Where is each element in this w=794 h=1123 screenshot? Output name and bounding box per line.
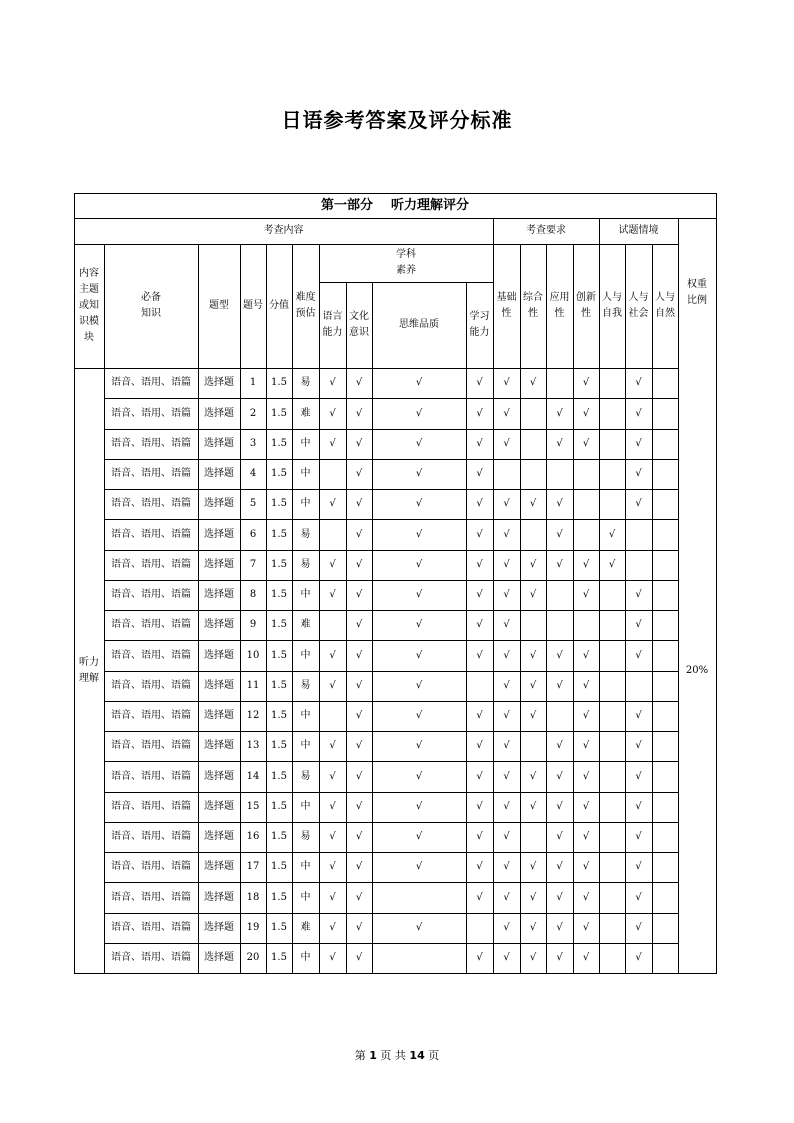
- row-knowledge: 语音、语用、语篇: [111, 801, 191, 812]
- row-question-type: 选择题: [204, 589, 234, 600]
- check-mark: √: [355, 801, 363, 812]
- check-mark: √: [355, 619, 363, 630]
- check-mark: √: [503, 559, 510, 570]
- row-score: 1.5: [271, 831, 287, 842]
- check-mark: √: [503, 528, 510, 540]
- check-mark: √: [582, 922, 590, 933]
- check-mark: √: [476, 468, 483, 479]
- row-question-type: 选择题: [204, 891, 234, 903]
- check-mark: √: [329, 831, 336, 842]
- check-mark: √: [503, 438, 510, 449]
- check-mark: √: [582, 438, 590, 449]
- check-mark: √: [476, 801, 483, 812]
- check-mark: √: [355, 468, 363, 479]
- check-mark: √: [582, 559, 590, 570]
- check-mark: √: [582, 740, 590, 751]
- check-mark: √: [415, 589, 423, 600]
- check-mark: √: [635, 861, 642, 872]
- row-question-number: 18: [246, 891, 260, 903]
- row-difficulty: 易: [300, 528, 311, 540]
- check-mark: √: [503, 710, 510, 721]
- row-score: 1.5: [271, 680, 287, 691]
- check-mark: √: [476, 770, 483, 782]
- check-mark: √: [355, 589, 363, 600]
- check-mark: √: [415, 438, 423, 449]
- check-mark: √: [355, 438, 363, 449]
- check-mark: √: [415, 922, 423, 933]
- row-question-number: 2: [249, 407, 257, 419]
- header-requirements-group: 考查要求: [526, 225, 566, 236]
- check-mark: √: [415, 740, 423, 751]
- check-mark: √: [503, 801, 510, 812]
- check-mark: √: [329, 891, 336, 903]
- row-question-number: 17: [246, 861, 260, 872]
- check-mark: √: [476, 952, 483, 963]
- check-mark: √: [329, 498, 336, 509]
- row-difficulty: 中: [300, 861, 311, 872]
- header-thinking-quality: 思维品质: [399, 319, 439, 330]
- row-question-type: 选择题: [204, 861, 234, 872]
- row-knowledge: 语音、语用、语篇: [111, 589, 191, 600]
- header-learning-ability: 学习 能力: [469, 311, 490, 338]
- check-mark: √: [529, 801, 537, 812]
- row-knowledge: 语音、语用、语篇: [111, 619, 191, 630]
- check-mark: √: [503, 680, 510, 691]
- check-mark: √: [582, 710, 590, 721]
- row-knowledge: 语音、语用、语篇: [111, 680, 191, 691]
- check-mark: √: [582, 407, 590, 419]
- row-difficulty: 中: [300, 740, 311, 751]
- document-title: 日语参考答案及评分标准: [281, 108, 513, 132]
- header-difficulty: 难度 预估: [295, 292, 316, 319]
- footer-suffix: 页: [424, 1049, 440, 1062]
- check-mark: √: [582, 649, 590, 661]
- row-score: 1.5: [271, 468, 287, 479]
- check-mark: √: [635, 770, 642, 782]
- check-mark: √: [556, 952, 563, 963]
- check-mark: √: [635, 498, 642, 509]
- row-knowledge: 语音、语用、语篇: [111, 861, 191, 872]
- header-question-number: 题号: [243, 300, 263, 311]
- check-mark: √: [582, 861, 590, 872]
- row-question-number: 13: [246, 740, 260, 751]
- check-mark: √: [503, 861, 510, 872]
- check-mark: √: [556, 680, 563, 691]
- check-mark: √: [503, 740, 510, 751]
- check-mark: √: [415, 801, 423, 812]
- row-difficulty: 难: [300, 407, 311, 419]
- check-mark: √: [329, 589, 336, 600]
- check-mark: √: [635, 468, 642, 479]
- row-question-type: 选择题: [204, 438, 234, 449]
- check-mark: √: [415, 559, 423, 570]
- check-mark: √: [529, 559, 537, 570]
- check-mark: √: [355, 498, 363, 509]
- row-difficulty: 中: [300, 468, 311, 479]
- row-difficulty: 易: [300, 831, 311, 842]
- check-mark: √: [355, 891, 363, 903]
- header-innovation: 创新 性: [576, 292, 596, 319]
- row-score: 1.5: [271, 377, 287, 388]
- check-mark: √: [415, 468, 423, 479]
- header-language-ability: 语言 能力: [322, 311, 343, 338]
- check-mark: √: [529, 589, 537, 600]
- check-mark: √: [503, 922, 510, 933]
- check-mark: √: [635, 407, 642, 419]
- check-mark: √: [635, 589, 642, 600]
- check-mark: √: [635, 438, 642, 449]
- check-mark: √: [415, 861, 423, 872]
- row-score: 1.5: [271, 770, 287, 782]
- row-question-number: 20: [246, 952, 260, 963]
- check-mark: √: [476, 377, 483, 388]
- check-mark: √: [476, 861, 483, 872]
- check-mark: √: [503, 649, 510, 661]
- check-mark: √: [355, 528, 363, 540]
- row-question-number: 4: [249, 468, 257, 479]
- check-mark: √: [529, 649, 537, 661]
- check-mark: √: [582, 770, 590, 782]
- row-knowledge: 语音、语用、语篇: [111, 740, 191, 751]
- row-question-type: 选择题: [204, 619, 234, 630]
- check-mark: √: [415, 770, 423, 782]
- footer-page-number: 1: [369, 1049, 377, 1062]
- check-mark: √: [415, 680, 423, 691]
- check-mark: √: [476, 498, 483, 509]
- row-question-type: 选择题: [204, 710, 234, 721]
- row-question-type: 选择题: [204, 680, 234, 691]
- row-question-type: 选择题: [204, 649, 234, 661]
- check-mark: √: [476, 710, 483, 721]
- check-mark: √: [329, 740, 336, 751]
- check-mark: √: [529, 710, 537, 721]
- row-question-number: 11: [246, 680, 260, 691]
- header-comprehensive: 综合 性: [523, 292, 543, 319]
- check-mark: √: [529, 377, 537, 388]
- check-mark: √: [476, 407, 483, 419]
- check-mark: √: [355, 377, 363, 388]
- row-difficulty: 易: [300, 377, 311, 388]
- check-mark: √: [329, 922, 336, 933]
- check-mark: √: [556, 740, 563, 751]
- row-score: 1.5: [271, 498, 287, 509]
- row-score: 1.5: [271, 619, 287, 630]
- row-knowledge: 语音、语用、语篇: [111, 498, 191, 509]
- header-person-nature: 人与 自然: [655, 292, 675, 319]
- row-difficulty: 中: [300, 498, 311, 509]
- check-mark: √: [582, 589, 590, 600]
- check-mark: √: [556, 407, 563, 419]
- check-mark: √: [529, 952, 537, 963]
- check-mark: √: [582, 801, 590, 812]
- check-mark: √: [635, 710, 642, 721]
- row-question-type: 选择题: [204, 468, 234, 479]
- check-mark: √: [556, 528, 563, 540]
- check-mark: √: [415, 498, 423, 509]
- footer-middle: 页 共: [376, 1049, 410, 1062]
- row-question-number: 9: [249, 619, 257, 630]
- row-question-number: 8: [249, 589, 257, 600]
- check-mark: √: [582, 680, 590, 691]
- row-knowledge: 语音、语用、语篇: [111, 377, 191, 388]
- check-mark: √: [635, 922, 642, 933]
- row-question-type: 选择题: [204, 952, 234, 963]
- check-mark: √: [415, 649, 423, 661]
- check-mark: √: [635, 377, 642, 388]
- check-mark: √: [582, 377, 590, 388]
- scoring-table: [74, 193, 716, 973]
- row-knowledge: 语音、语用、语篇: [111, 922, 191, 933]
- row-score: 1.5: [271, 589, 287, 600]
- row-knowledge: 语音、语用、语篇: [111, 559, 191, 570]
- row-question-number: 19: [246, 922, 260, 933]
- check-mark: √: [476, 831, 483, 842]
- row-knowledge: 语音、语用、语篇: [111, 407, 191, 419]
- border-right: [716, 193, 717, 974]
- row-knowledge: 语音、语用、语篇: [111, 438, 191, 449]
- check-mark: √: [556, 861, 563, 872]
- check-mark: √: [329, 649, 336, 661]
- row-knowledge: 语音、语用、语篇: [111, 528, 191, 540]
- page-footer: [0, 1047, 794, 1063]
- check-mark: √: [355, 710, 363, 721]
- check-mark: √: [329, 770, 336, 782]
- row-score: 1.5: [271, 801, 287, 812]
- check-mark: √: [476, 528, 483, 540]
- row-question-type: 选择题: [204, 407, 234, 419]
- check-mark: √: [355, 649, 363, 661]
- check-mark: √: [415, 377, 423, 388]
- row-score: 1.5: [271, 559, 287, 570]
- check-mark: √: [529, 680, 537, 691]
- row-difficulty: 易: [300, 680, 311, 691]
- row-score: 1.5: [271, 922, 287, 933]
- check-mark: √: [476, 891, 483, 903]
- row-score: 1.5: [271, 710, 287, 721]
- check-mark: √: [415, 528, 423, 540]
- check-mark: √: [503, 770, 510, 782]
- check-mark: √: [355, 559, 363, 570]
- check-mark: √: [556, 831, 563, 842]
- footer-prefix: 第: [354, 1049, 370, 1062]
- row-knowledge: 语音、语用、语篇: [111, 831, 191, 842]
- check-mark: √: [415, 407, 423, 419]
- check-mark: √: [476, 619, 483, 630]
- row-question-number: 16: [246, 831, 260, 842]
- check-mark: √: [608, 559, 616, 570]
- row-difficulty: 中: [300, 589, 311, 600]
- row-question-type: 选择题: [204, 740, 234, 751]
- row-question-number: 3: [249, 438, 257, 449]
- row-difficulty: 中: [300, 438, 311, 449]
- check-mark: √: [329, 861, 336, 872]
- check-mark: √: [556, 891, 563, 903]
- check-mark: √: [503, 831, 510, 842]
- row-score: 1.5: [271, 528, 287, 540]
- section-heading: 第一部分 听力理解评分: [320, 197, 470, 213]
- header-module: 内容 主题 或知 识模 块: [79, 268, 99, 343]
- row-question-type: 选择题: [204, 801, 234, 812]
- footer-page-total: 14: [409, 1049, 425, 1062]
- check-mark: √: [556, 770, 563, 782]
- header-question-type: 题型: [209, 300, 229, 311]
- check-mark: √: [556, 649, 563, 661]
- row-question-number: 7: [249, 559, 257, 570]
- check-mark: √: [355, 680, 363, 691]
- check-mark: √: [635, 801, 642, 812]
- row-question-number: 14: [246, 770, 260, 782]
- row-difficulty: 中: [300, 952, 311, 963]
- row-knowledge: 语音、语用、语篇: [111, 770, 191, 782]
- header-literacy: 学科 素养: [396, 249, 416, 276]
- header-weight: 权重 比例: [687, 279, 707, 306]
- row-difficulty: 难: [300, 922, 311, 933]
- row-question-type: 选择题: [204, 922, 234, 933]
- check-mark: √: [529, 891, 537, 903]
- check-mark: √: [355, 831, 363, 842]
- check-mark: √: [556, 559, 563, 570]
- check-mark: √: [503, 498, 510, 509]
- check-mark: √: [476, 559, 483, 570]
- row-question-type: 选择题: [204, 559, 234, 570]
- row-difficulty: 中: [300, 891, 311, 903]
- check-mark: √: [556, 498, 563, 509]
- row-score: 1.5: [271, 891, 287, 903]
- check-mark: √: [415, 831, 423, 842]
- check-mark: √: [556, 922, 563, 933]
- check-mark: √: [503, 407, 510, 419]
- row-difficulty: 易: [300, 559, 311, 570]
- check-mark: √: [556, 801, 563, 812]
- row-question-type: 选择题: [204, 528, 234, 540]
- check-mark: √: [503, 619, 510, 630]
- check-mark: √: [355, 952, 363, 963]
- check-mark: √: [635, 952, 642, 963]
- check-mark: √: [476, 649, 483, 661]
- check-mark: √: [355, 922, 363, 933]
- check-mark: √: [476, 740, 483, 751]
- check-mark: √: [355, 740, 363, 751]
- check-mark: √: [415, 710, 423, 721]
- header-cultural-awareness: 文化 意识: [349, 311, 369, 338]
- header-basic: 基础 性: [496, 292, 517, 319]
- check-mark: √: [355, 407, 363, 419]
- row-question-type: 选择题: [204, 831, 234, 842]
- check-mark: √: [355, 770, 363, 782]
- check-mark: √: [529, 861, 537, 872]
- row-difficulty: 易: [300, 770, 311, 782]
- row-question-number: 15: [246, 801, 260, 812]
- row-knowledge: 语音、语用、语篇: [111, 649, 191, 661]
- check-mark: √: [635, 740, 642, 751]
- check-mark: √: [476, 589, 483, 600]
- header-person-society: 人与 社会: [628, 292, 649, 319]
- border-bottom: [74, 973, 717, 974]
- check-mark: √: [503, 891, 510, 903]
- row-score: 1.5: [271, 861, 287, 872]
- check-mark: √: [582, 952, 590, 963]
- row-score: 1.5: [271, 649, 287, 661]
- row-difficulty: 难: [300, 619, 311, 630]
- row-question-number: 12: [246, 710, 260, 721]
- row-score: 1.5: [271, 952, 287, 963]
- row-difficulty: 中: [300, 801, 311, 812]
- weight-value: 20%: [685, 664, 709, 676]
- row-knowledge: 语音、语用、语篇: [111, 952, 191, 963]
- header-person-self: 人与 自我: [602, 292, 622, 319]
- header-knowledge: 必备 知识: [141, 292, 161, 319]
- row-knowledge: 语音、语用、语篇: [111, 891, 191, 903]
- check-mark: √: [329, 407, 336, 419]
- check-mark: √: [556, 438, 563, 449]
- row-difficulty: 中: [300, 710, 311, 721]
- row-question-number: 1: [249, 377, 257, 388]
- row-score: 1.5: [271, 407, 287, 419]
- row-question-number: 5: [249, 498, 257, 509]
- row-knowledge: 语音、语用、语篇: [111, 710, 191, 721]
- check-mark: √: [329, 377, 336, 388]
- module-name: 听力 理解: [79, 656, 99, 684]
- row-question-number: 6: [249, 528, 257, 540]
- check-mark: √: [529, 922, 537, 933]
- row-question-type: 选择题: [204, 770, 234, 782]
- check-mark: √: [635, 831, 642, 842]
- check-mark: √: [329, 801, 336, 812]
- check-mark: √: [415, 619, 423, 630]
- check-mark: √: [329, 952, 336, 963]
- header-application: 应用 性: [549, 292, 570, 319]
- check-mark: √: [329, 559, 336, 570]
- check-mark: √: [635, 649, 642, 661]
- row-question-type: 选择题: [204, 498, 234, 509]
- check-mark: √: [503, 952, 510, 963]
- row-score: 1.5: [271, 438, 287, 449]
- header-situation-group: 试题情境: [618, 225, 659, 236]
- check-mark: √: [503, 377, 510, 388]
- check-mark: √: [529, 770, 537, 782]
- check-mark: √: [635, 619, 642, 630]
- row-question-type: 选择题: [204, 377, 234, 388]
- check-mark: √: [476, 438, 483, 449]
- check-mark: √: [635, 891, 642, 903]
- check-mark: √: [529, 498, 537, 509]
- check-mark: √: [355, 861, 363, 872]
- header-content-group: 考查内容: [263, 225, 304, 236]
- row-score: 1.5: [271, 740, 287, 751]
- row-difficulty: 中: [300, 649, 311, 661]
- header-score: 分值: [269, 300, 289, 311]
- check-mark: √: [329, 438, 336, 449]
- row-knowledge: 语音、语用、语篇: [111, 468, 191, 479]
- check-mark: √: [329, 680, 336, 691]
- check-mark: √: [582, 831, 590, 842]
- check-mark: √: [582, 891, 590, 903]
- check-mark: √: [608, 528, 616, 540]
- check-mark: √: [503, 589, 510, 600]
- row-question-number: 10: [246, 649, 260, 661]
